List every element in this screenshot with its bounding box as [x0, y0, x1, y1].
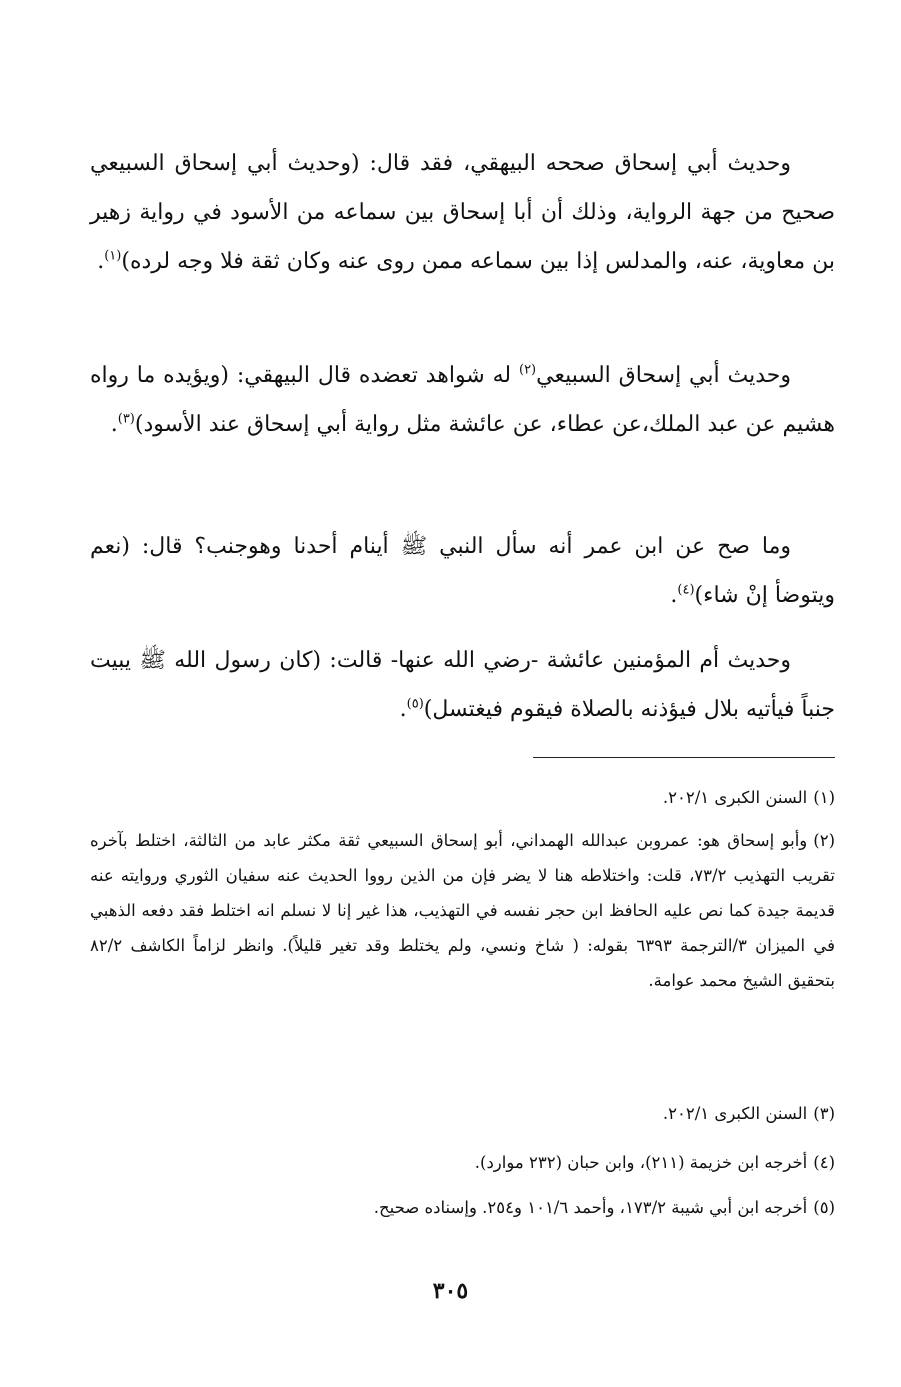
paragraph-tail: . [110, 412, 118, 437]
page-number: ٣٠٥ [432, 1278, 469, 1304]
paragraph-text: وما صح عن ابن عمر أنه سأل النبي ﷺ أينام أحدنا وهوجنب؟ قال: (نعم ويتوضأ إنْ شاء) [90, 534, 835, 608]
footnote-text: السنن الكبرى ٢٠٢/١. [662, 1104, 808, 1123]
paragraph-tail: . [97, 249, 105, 274]
footnote-reference[interactable]: (٤) [677, 582, 695, 598]
paragraph-tail: . [670, 583, 678, 608]
footnote-item [90, 1190, 835, 1225]
footnote-text: أخرجه ابن أبي شيبة ١٧٣/٢، وأحمد ١٠١/٦ و٢٥٤. وإسناده صحيح. [373, 1198, 808, 1217]
paragraph-text: له شواهد تعضده قال البيهقي: (ويؤيده ما رواه هشيم عن عبد الملك،عن عطاء، عن عائشة مثل رواية أبي إسحاق عند الأسود) [90, 363, 835, 437]
footnote-reference[interactable]: (٢) [518, 362, 537, 378]
footnote-reference[interactable]: (٣) [117, 411, 135, 427]
footnote-item [90, 1145, 835, 1180]
footnote-item [90, 1096, 835, 1131]
paragraph-tail: . [399, 697, 407, 722]
paragraph-text: وحديث أم المؤمنين عائشة -رضي الله عنها- قالت: (كان رسول الله ﷺ يبيت جنباً فيأتيه بلال فيؤذنه بالصلاة فيقوم فيغتسل) [90, 648, 835, 722]
paragraph-text: وحديث أبي إسحاق صححه البيهقي، فقد قال: (وحديث أبي إسحاق السبيعي صحيح من جهة الرواية، وذلك أن أبا إسحاق بين سماعه من الأسود في رواية زهير بن معاوية، عنه، والمدلس إذا بين سماعه ممن روى عنه وكان ثقة فلا وجه لرده) [90, 151, 835, 274]
main-paragraph [90, 139, 835, 286]
footnote-separator [533, 757, 835, 758]
main-paragraph [90, 351, 835, 449]
footnote-reference[interactable]: (٥) [406, 696, 424, 712]
footnote-item [90, 780, 835, 815]
footnote-number: (٣) [813, 1104, 835, 1123]
footnote-item [90, 823, 835, 998]
footnote-text: السنن الكبرى ٢٠٢/١. [662, 788, 808, 807]
footnote-number: (٢) [813, 831, 835, 850]
footnote-reference[interactable]: (١) [104, 248, 122, 264]
main-paragraph [90, 636, 835, 734]
paragraph-text: وحديث أبي إسحاق السبيعي [536, 363, 791, 388]
footnote-number: (١) [813, 788, 835, 807]
main-paragraph [90, 522, 835, 620]
footnote-text: وأبو إسحاق هو: عمروبن عبدالله الهمداني، أبو إسحاق السبيعي ثقة مكثر عابد من الثالثة، اختلط بآخره تقريب التهذيب ٧٣/٢، قلت: واختلاطه هنا لا يضر فإن من الذين رووا الحديث عنه سفيان الثوري وروايته عنه قديمة جيدة كما نص عليه الحافظ ابن حجر نفسه في التهذيب، هذا غير إنا لا نسلم انه اختلط فقد دفعه الذهبي في الميزان ٣/الترجمة ٦٣٩٣ بقوله: ( شاخ ونسي، ولم يختلط وقد تغير قليلاً). وانظر لزاماً الكاشف ٨٢/٢ بتحقيق الشيخ محمد عوامة. [90, 831, 836, 990]
footnote-number: (٥) [813, 1198, 835, 1217]
footnote-number: (٤) [813, 1153, 835, 1172]
footnote-text: أخرجه ابن خزيمة (٢١١)، وابن حبان (٢٣٢ موارد). [474, 1153, 808, 1172]
